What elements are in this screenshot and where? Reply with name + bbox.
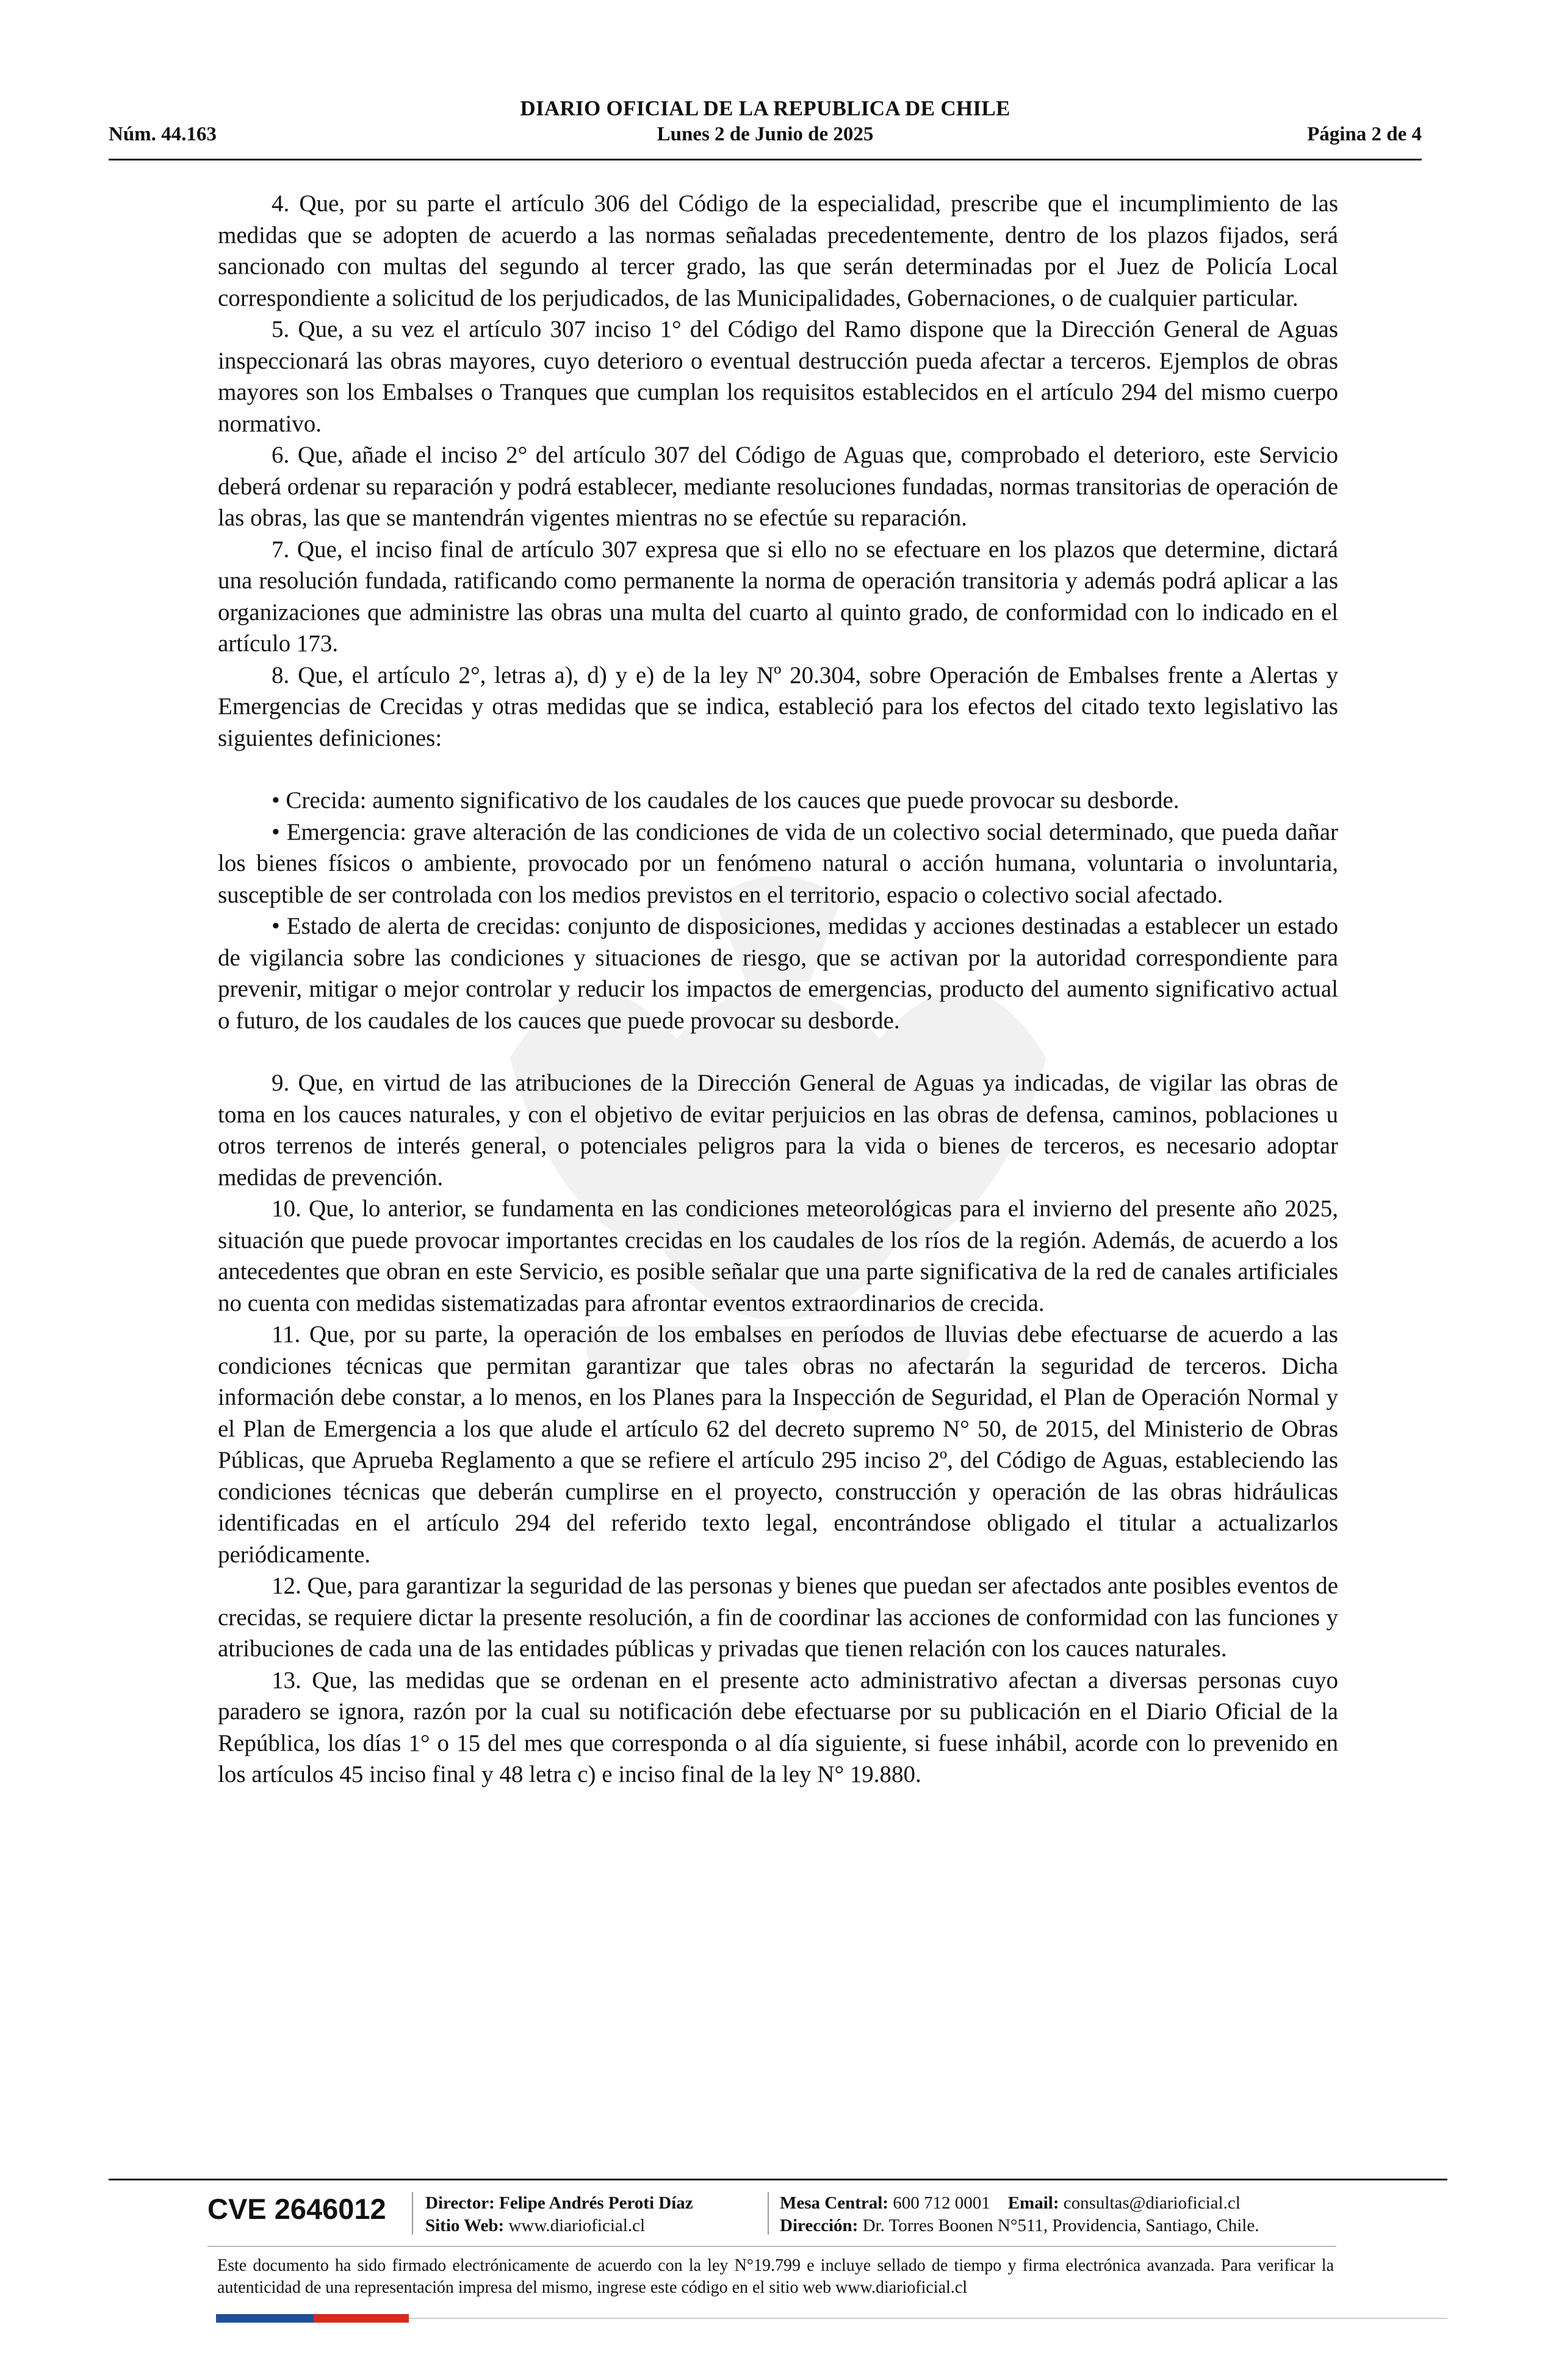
website-link[interactable]: www.diarioficial.cl [508, 2216, 646, 2235]
paragraph-7: 7. Que, el inciso final de artículo 307 expresa que si ello no se efectuare en los plazos que determine, dictará una resolución fundada, ratificando como permanente la norma de operación transitoria y además podrá aplicar a las organizaciones que administre las obras una multa del cuarto al quinto grado, de conformidad con lo indicado en el artículo 173. [218, 536, 1338, 657]
definition-emergencia: • Emergencia: grave alteración de las condiciones de vida de un colectivo social determinado, que pueda dañar los bienes físicos o ambiente, provocado por un fenómeno natural o acción humana, voluntaria o involuntaria, susceptible de ser controlada con los medios previstos en el territorio, espacio o colectivo social afectado. [218, 818, 1338, 908]
newspaper-title: DIARIO OFICIAL DE LA REPUBLICA DE CHILE [520, 96, 1010, 120]
paragraph-12: 12. Que, para garantizar la seguridad de las personas y bienes que puedan ser afectados ante posibles eventos de crecidas, se requiere dictar la presente resolución, a fin de coordinar las acciones de conformidad con las funciones y atribuciones de cada una de las entidades públicas y privadas que tienen relación con los cauces naturales. [218, 1573, 1338, 1662]
footer-separator [412, 2192, 413, 2235]
footer-divider-secondary [207, 2246, 1336, 2247]
issue-number: Núm. 44.163 [109, 123, 217, 145]
paragraph-11: 11. Que, por su parte, la operación de los embalses en períodos de lluvias debe efectuarse de acuerdo a las condiciones técnicas que permitan garantizar que tales obras no afectarán la seguridad de terceros. Dicha información debe constar, a lo menos, en los Planes para la Inspección de Seguridad, el Plan de Operación Normal y el Plan de Emergencia a los que alude el artículo 62 del decreto supremo N° 50, de 2015, del Ministerio de Obras Públicas, que Aprueba Reglamento a que se refiere el artículo 295 inciso 2º, del Código de Aguas, estableciendo las condiciones técnicas que deberán cumplirse en el proyecto, construcción y operación de las obras hidráulicas identificadas en el artículo 294 del referido texto legal, encontrándose obligado el titular a actualizarlos periódicamente. [218, 1321, 1338, 1568]
issue-date: Lunes 2 de Junio de 2025 [657, 123, 874, 145]
email-link[interactable]: consultas@diarioficial.cl [1063, 2193, 1241, 2213]
page-header [109, 92, 1422, 160]
paragraph-13: 13. Que, las medidas que se ordenan en el presente acto administrativo afectan a diversas personas cuyo paradero se ignora, razón por la cual su notificación debe efectuarse por su publicación en el Diario Oficial de la República, los días 1° o 15 del mes que corresponda o al día siguiente, si fuese inhábil, acorde con lo prevenido en los artículos 45 inciso final y 48 letra c) e inciso final de la ley N° 19.880. [218, 1667, 1338, 1787]
address-text: Dr. Torres Boonen N°511, Providencia, Santiago, Chile. [862, 2216, 1259, 2235]
definition-estado-alerta: • Estado de alerta de crecidas: conjunto de disposiciones, medidas y acciones destinadas a establecer un estado de vigilancia sobre las condiciones y situaciones de riesgo, que se activan por la autoridad correspondiente para prevenir, mitigar o mejor controlar y reducir los impactos de emergencias, producto del aumento significativo actual o futuro, de los caudales de los cauces que puede provocar su desborde. [218, 913, 1338, 1034]
paragraph-4: 4. Que, por su parte el artículo 306 del Código de la especialidad, prescribe que el incumplimiento de las medidas que se adopten de acuerdo a las normas señaladas precedentemente, dentro de los plazos fijados, será sancionado con multas del segundo al tercer grado, las que serán determinadas por el Juez de Policía Local correspondiente a solicitud de los perjudicados, de las Municipalidades, Gobernaciones, o de cualquier particular. [218, 190, 1338, 311]
director-label: Director: [425, 2193, 495, 2213]
definition-crecida: • Crecida: aumento significativo de los caudales de los cauces que puede provocar su desborde. [272, 787, 1180, 813]
footer-separator [768, 2192, 769, 2235]
footer-director-block [425, 2192, 693, 2237]
legal-notice: Este documento ha sido firmado electrónicamente de acuerdo con la ley N°19.799 e incluye sellado de tiempo y firma electrónica avanzada. Para verificar la autenticidad de una representación impresa del mismo, ingrese este código en el sitio web www.diarioficial.cl [217, 2256, 1334, 2297]
paragraph-8: 8. Que, el artículo 2°, letras a), d) y e) de la ley Nº 20.304, sobre Operación de Embalses frente a Alertas y Emergencias de Crecidas y otras medidas que se indica, estableció para los efectos del citado texto legislativo las siguientes definiciones: [218, 662, 1338, 751]
director-name: Felipe Andrés Peroti Díaz [499, 2193, 693, 2213]
cve-code: CVE 2646012 [207, 2193, 386, 2225]
paragraph-6: 6. Que, añade el inciso 2° del artículo 307 del Código de Aguas que, comprobado el deterioro, este Servicio deberá ordenar su reparación y podrá establecer, mediante resoluciones fundadas, normas transitorias de operación de las obras, las que se mantendrán vigentes mientras no se efectúe su reparación. [218, 442, 1338, 531]
footer-contact-block [780, 2192, 1259, 2237]
paragraph-5: 5. Que, a su vez el artículo 307 inciso 1° del Código del Ramo dispone que la Dirección General de Aguas inspeccionará las obras mayores, cuyo deterioro o eventual destrucción pueda afectar a terceros. Ejemplos de obras mayores son los Embalses o Tranques que cumplan los requisitos establecidos en el artículo 294 del mismo cuerpo normativo. [218, 316, 1338, 437]
paragraph-9: 9. Que, en virtud de las atribuciones de la Dirección General de Aguas ya indicadas, de vigilar las obras de toma en los cauces naturales, y con el objetivo de evitar perjuicios en las obras de defensa, caminos, poblaciones u otros terrenos de interés general, o potenciales peligros para la vida o bienes de terceros, es necesario adoptar medidas de prevención. [218, 1070, 1338, 1191]
mesa-label: Mesa Central: [780, 2193, 888, 2213]
page-number: Página 2 de 4 [1307, 123, 1422, 145]
flag-stripe-blue [216, 2314, 314, 2323]
footer-bottom-rule [409, 2318, 1447, 2319]
address-label: Dirección: [780, 2216, 859, 2235]
paragraph-10: 10. Que, lo anterior, se fundamenta en las condiciones meteorológicas para el invierno del presente año 2025, situación que puede provocar importantes crecidas en los caudales de los ríos de la región. Además, de acuerdo a los antecedentes que obran en este Servicio, es posible señalar que una parte significativa de la red de canales artificiales no cuenta con medidas sistematizadas para afrontar eventos extraordinarios de crecida. [218, 1195, 1338, 1316]
phone-number: 600 712 0001 [893, 2193, 990, 2213]
web-label: Sitio Web: [425, 2216, 505, 2235]
document-body [218, 188, 1338, 1790]
flag-stripe-red [314, 2314, 409, 2323]
footer-divider [109, 2179, 1447, 2180]
email-label: Email: [1007, 2193, 1059, 2213]
